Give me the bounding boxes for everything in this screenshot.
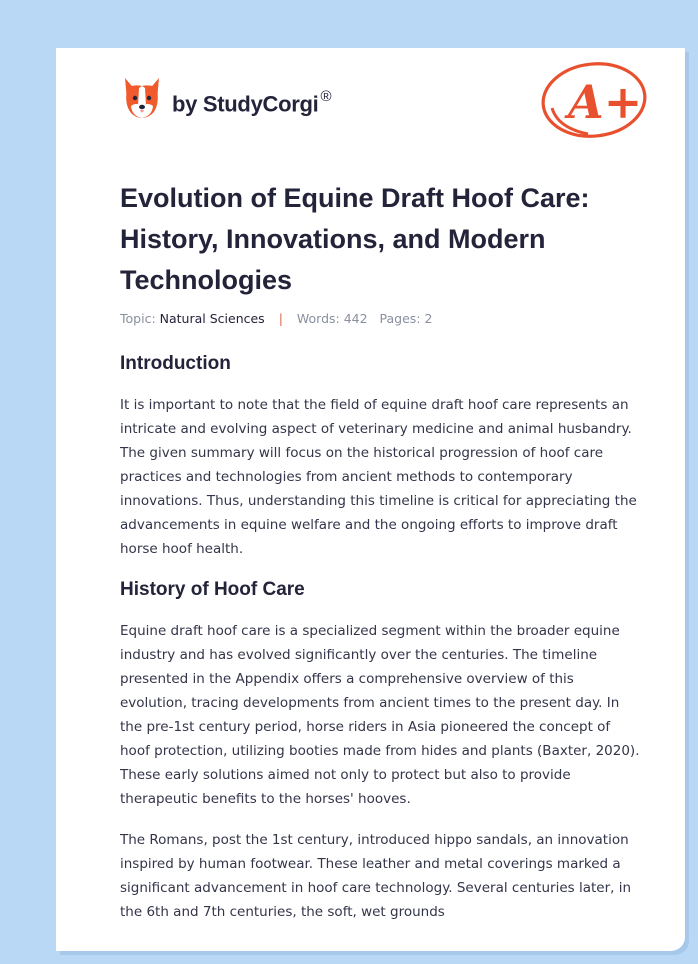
topic-label: Topic: bbox=[120, 311, 156, 326]
section-paragraph: The Romans, post the 1st century, introduced hippo sandals, an innovation inspired by human footwear. These leather and metal coverings marked a significant advancement in hoof care technology. Several centuries later, in the 6th and 7th centuries, the soft, wet grounds bbox=[120, 832, 632, 920]
a-plus-grade-icon bbox=[538, 58, 650, 142]
brand-name bbox=[172, 90, 331, 117]
section-heading-history: History of Hoof Care bbox=[120, 579, 305, 600]
section-paragraph: It is important to note that the field of equine draft hoof care represents an intricate and evolving aspect of veterinary medicine and animal husbandry. The given summary will focus on the historical progression of hoof care practices and technologies from ancient methods to contemporary innovations. Thus, understanding this timeline is critical for appreciating the advancements in equine welfare and the ongoing efforts to improve draft horse hoof health. bbox=[120, 397, 637, 557]
svg-text:A+: A+ bbox=[568, 75, 643, 129]
page-title: Evolution of Equine Draft Hoof Care: History, Innovations, and Modern Technologies bbox=[120, 183, 590, 295]
studycorgi-logo[interactable] bbox=[122, 76, 331, 122]
document-body bbox=[120, 352, 640, 924]
document-meta bbox=[120, 311, 432, 326]
words-value: 442 bbox=[343, 311, 368, 326]
meta-separator: | bbox=[278, 311, 283, 326]
section-heading-introduction: Introduction bbox=[120, 353, 231, 374]
grade-badge bbox=[538, 58, 650, 146]
topic-link[interactable]: Natural Sciences bbox=[159, 311, 265, 326]
section-paragraph: Equine draft hoof care is a specialized segment within the broader equine industry and has evolved significantly over the centuries. The timeline presented in the Appendix offers a comprehensive overview of this evolution, tracing developments from ancient times to the present day. In the pre-1st century period, horse riders in Asia pioneered the concept of hoof protection, utilizing booties made from hides and plants (Baxter, 2020). These early solutions aimed not only to protect but also to provide therapeutic benefits to the horses' hooves. bbox=[120, 623, 640, 807]
corgi-icon bbox=[122, 76, 162, 122]
pages-label: Pages: bbox=[379, 311, 421, 326]
pages-value: 2 bbox=[424, 311, 433, 326]
brand-text: by StudyCorgi bbox=[172, 91, 319, 117]
document-card bbox=[56, 48, 685, 951]
registered-mark: ® bbox=[320, 88, 332, 106]
words-label: Words: bbox=[296, 311, 340, 326]
